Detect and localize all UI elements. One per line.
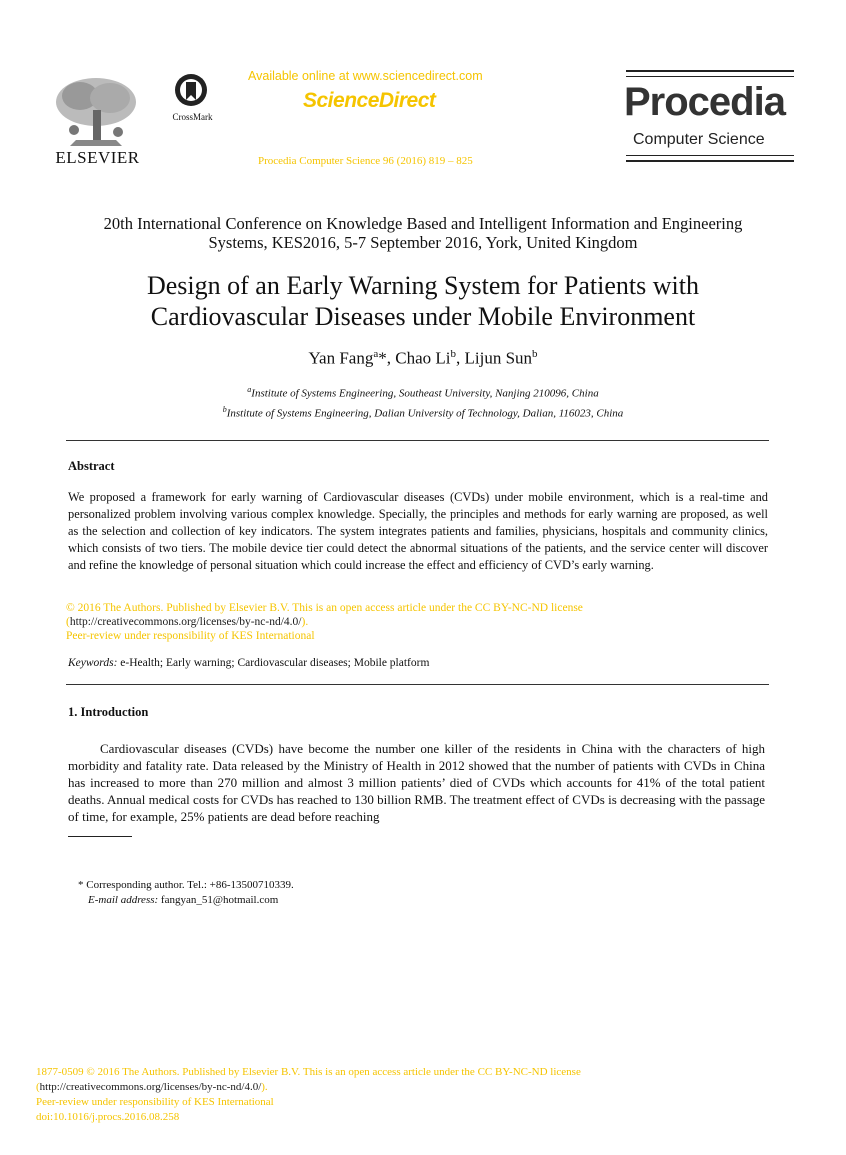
footer-license: 1877-0509 © 2016 The Authors. Published by Elsevier B.V. This is an open access article under the CC BY-NC-ND license (http://creativecommons.org/licenses/by-nc-nd/4.0/). Peer-review under responsibility of KES International doi:10.1016/j.procs.2016.08.258 — [36, 1066, 581, 1123]
available-online-link[interactable]: Available online at www.sciencedirect.com — [248, 69, 483, 83]
author-list: Yan Fang$^a$*, Chao Li$^b$, Lijun Sun$^b$ — [308, 348, 538, 368]
abstract-heading: Abstract — [68, 459, 115, 473]
crossmark-icon[interactable] — [174, 73, 208, 111]
author-name: Lijun Sun — [464, 348, 533, 368]
author-affil-sup: b — [450, 348, 456, 360]
procedia-subtitle: Computer Science — [633, 131, 765, 148]
footnote — [78, 878, 294, 908]
email-label: E-mail address: — [88, 894, 159, 906]
crossmark-label: CrossMark — [172, 112, 213, 122]
affiliations — [0, 382, 846, 421]
author-affil-sup: b — [532, 348, 538, 360]
author-mark: * — [378, 348, 387, 368]
footer-license-link[interactable]: http://creativecommons.org/licenses/by-nc-nd/4.0/ — [39, 1081, 262, 1093]
conference-line-1: 20th International Conference on Knowledge Based and Intelligent Information and Engineering — [103, 214, 743, 233]
email-address[interactable]: fangyan_51@hotmail.com — [160, 894, 279, 906]
journal-reference: Procedia Computer Science 96 (2016) 819 – 825 — [258, 155, 473, 167]
affiliation-sup: b — [222, 404, 227, 414]
affiliation-sup: a — [247, 385, 252, 394]
introduction-text: Cardiovascular diseases (CVDs) have become the number one killer of the residents in China with the characters of high morbidity and fatality rate. Data released by the Ministry of Health in 2012 showed that the number of patients with CVDs in China has increased to more than 270 million and almost 3 million patients’ died of CVDs which accounts for 41% of the total patient deaths. Annual medical costs for CVDs has reached to 130 billion RMB. The treatment effect of CVDs is decreasing with the passage of time, for example, 25% patients are dead before reaching — [68, 741, 765, 824]
author-name: Yan Fang — [308, 348, 374, 368]
author-affil-sup: a — [373, 348, 379, 360]
abstract-text: We proposed a framework for early warning of Cardiovascular diseases (CVDs) under mobile environment, which is a real-time and personalized problem involving various complex knowledge. Specially, the principles and methods for early warning are proposed, as well as the selection and collection of key indicators. The system integrates patients and families, physicians, hospitals and community clinics, which consists of two tiers. The mobile device tier could detect the abnormal situations of the patients, and the service center will discover and refine the knowledge of personal situation which could increase the effect and efficiency of CVD’s early warning. — [68, 490, 768, 572]
footnote-rule — [68, 836, 132, 837]
affiliation-text: Institute of Systems Engineering, Southeast University, Nanjing 210096, China — [251, 387, 599, 400]
affiliation-b — [0, 402, 846, 422]
doi[interactable]: doi:10.1016/j.procs.2016.08.258 — [36, 1111, 180, 1123]
abstract-license: © 2016 The Authors. Published by Elsevier B.V. This is an open access article under the CC BY-NC-ND license (http://creativecommons.org/licenses/by-nc-nd/4.0/). Peer-review under responsibility of KES International — [66, 602, 583, 642]
license-link[interactable]: http://creativecommons.org/licenses/by-nc-nd/4.0/ — [69, 616, 302, 628]
paper-title — [0, 270, 846, 332]
footer-license-line-1: 1877-0509 © 2016 The Authors. Published by Elsevier B.V. This is an open access article under the CC BY-NC-ND license — [36, 1066, 581, 1078]
footer-license-line-3: Peer-review under responsibility of KES International — [36, 1096, 274, 1108]
introduction-heading: 1. Introduction — [68, 705, 149, 719]
affiliation-text: Institute of Systems Engineering, Dalian University of Technology, Dalian, 116023, China — [226, 407, 624, 420]
procedia-title: Procedia — [624, 80, 785, 124]
procedia-bottom-rule-thin — [626, 155, 794, 156]
corresponding-author: * Corresponding author. Tel.: +86-13500710339. — [78, 879, 294, 891]
conference-name — [0, 214, 846, 252]
license-line-1: © 2016 The Authors. Published by Elsevier B.V. This is an open access article under the CC BY-NC-ND license — [66, 602, 583, 614]
keywords-list: e-Health; Early warning; Cardiovascular diseases; Mobile platform — [120, 657, 430, 669]
author-name: Chao Li — [395, 348, 451, 368]
publisher-name: ELSEVIER — [55, 148, 140, 167]
sciencedirect-logo: ScienceDirect — [303, 89, 436, 112]
paper-title-line-2: Cardiovascular Diseases under Mobile Environment — [150, 302, 696, 331]
abstract-bottom-rule — [66, 684, 769, 685]
procedia-top-rule-thin — [626, 76, 794, 77]
paper-title-line-1: Design of an Early Warning System for Patients with — [146, 271, 699, 300]
abstract-top-rule — [66, 440, 769, 441]
license-line-3: Peer-review under responsibility of KES International — [66, 630, 315, 642]
affiliation-a — [0, 382, 846, 402]
procedia-bottom-rule — [626, 160, 794, 162]
procedia-top-rule — [626, 70, 794, 72]
conference-line-2: Systems, KES2016, 5-7 September 2016, York, United Kingdom — [208, 233, 638, 252]
keywords — [68, 657, 429, 669]
keywords-label: Keywords: — [68, 657, 118, 669]
